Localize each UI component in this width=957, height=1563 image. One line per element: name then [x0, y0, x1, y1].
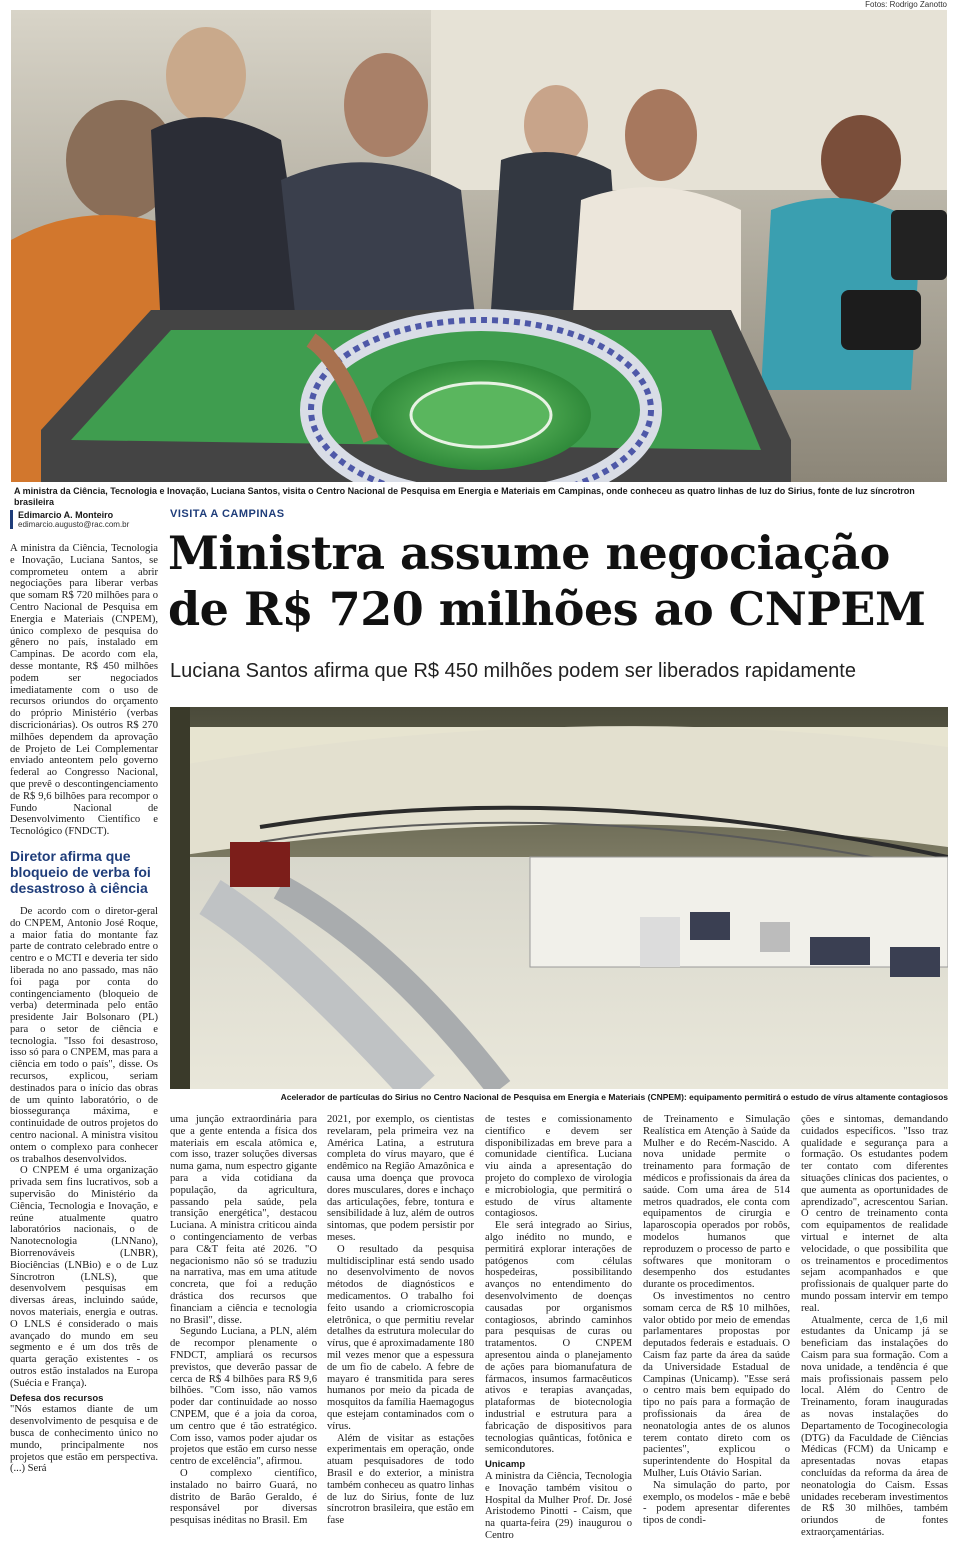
- section-subhead: Unicamp: [485, 1459, 526, 1471]
- author-name: Edimarcio A. Monteiro: [18, 510, 114, 520]
- subheadline: Luciana Santos afirma que R$ 450 milhões podem ser liberados rapidamente: [170, 660, 856, 682]
- paragraph: Os investimentos no centro somam cerca de R$ 10 milhões, valor obtido por meio de emendas parlamentares propostas por deputados federais e estaduais. O Caism faz parte da área da saúde da Universidade Estadual de Campinas (Unicamp). "Esse será o centro mais bem equipado do tipo no país para a formação de profissionais da área de neonatologia antes de os alunos terem contato direto com os pacientes", explicou o superintendente do Hospital da Mulher, Luís Otávio Sarian.: [643, 1290, 790, 1479]
- paragraph: Na simulação do parto, por exemplo, os modelos - mãe e bebê - podem apresentar diferentes tipos de condi-: [643, 1479, 790, 1527]
- middle-photo-caption: Acelerador de partículas do Sirius no Centro Nacional de Pesquisa em Energia e Materiais (CNPEM): equipamento permitirá o estudo de vírus altamente contagiosos: [280, 1092, 948, 1102]
- paragraph: "Nós estamos diante de um desenvolvimento de pesquisa e de busca de conhecimento único no mundo, principalmente nos projetos que estão em perspectiva. (...) Será: [10, 1404, 158, 1475]
- paragraph: Ele será integrado ao Sirius, algo inédito no mundo, e permitirá explorar interações de patógenos com células hospedeiras, possibilitando avanços no entendimento do desenvolvimento de doenças causadas por organismos contagiosos, abrindo caminhos para pesquisas de curas ou tratamentos. O CNPEM apresentou ainda o planejamento de ações para biomanufatura de fármacos, insumos farmacêuticos ativos e terapias avançadas, plataformas de biotecnologia industrial e estrutura para a fabricação de dispositivos para tecnologias quânticas, fotônica e semicondutores.: [485, 1220, 632, 1456]
- article-column-6: [801, 1114, 948, 1561]
- side-headline: Diretor afirma que bloqueio de verba foi desastroso à ciência: [10, 847, 151, 896]
- paragraph: Atualmente, cerca de 1,6 mil estudantes da Unicamp já se beneficiam das instalações do Caism para sua formação. Com a nova unidade, a tendência é que mais profissionais passem pelo local. Além do Centro de Treinamento, foram inauguradas as novas instalações do Departamento de Tocoginecologia (DTG) da Faculdade de Ciências Médicas (FCM) da Unicamp e apresentadas novas etapas concluídas da reforma da área de neonatologia do Caism. Essas unidades receberam investimentos de R$ 30 milhões, também oriundos de fontes extraorçamentárias.: [801, 1314, 948, 1538]
- paragraph: de testes e comissionamento científico e devem ser disponibilizadas em breve para a comunidade científica. Luciana viu ainda a apresentação do projeto do complexo de virologia e microbiologia, que permitirá o estudo de vírus altamente contagiosos.: [485, 1114, 632, 1220]
- paragraph: De acordo com o diretor-geral do CNPEM, Antonio José Roque, a maior fatia do montante faz parte de contrato celebrado entre o centro e o MCTI e deveria ter sido liberada no ano passado, mas não foi paga por conta do contingenciamento (bloqueio de verba) determinada pelo então presidente Jair Bolsonaro (PL) para o setor de ciência e tecnologia. "Isso foi desastroso, isso só para o CNPEM, mas para a ciência em todo o país", disse. Os recursos, explicou, seriam destinados para o início das obras de um quinto laboratório, o de biossegurança máxima, e continuidade de outros projetos do centro nacional. A ministra visitou ontem o complexo para conhecer os trabalhos desenvolvidos.: [10, 905, 158, 1165]
- section-kicker: VISITA A CAMPINAS: [170, 508, 285, 520]
- paragraph: ções e sintomas, demandando cuidados específicos. "Isso traz qualidade e segurança para a formação. Os estudantes podem ter contato com diferentes situações clínicas dos pacientes, o que aumenta as oportunidades de aprendizado", acrescentou Sarian. O centro de treinamento conta com equipamentos de realidade virtual e internet de alta velocidade, o que possibilita que os treinamentos e procedimentos sejam acompanhados e que profissionais de qualquer parte do mundo possam intervir em tempo real.: [801, 1114, 948, 1314]
- byline: [10, 510, 160, 529]
- top-photo-caption: A ministra da Ciência, Tecnologia e Inovação, Luciana Santos, visita o Centro Nacional de Pesquisa em Energia e Materiais em Campinas, onde conheceu as quatro linhas de luz do Sirius, fonte de luz síncrotron brasileira: [14, 486, 915, 507]
- article-column-4: [485, 1114, 632, 1561]
- paragraph: O resultado da pesquisa multidisciplinar está sendo usado no desenvolvimento de novos métodos de diagnósticos e medicamentos. O trabalho foi feito usando a criomicroscopia eletrônica, o que permitiu revelar detalhes da estrutura molecular do vírus, que é aproximadamente 180 mil vezes menor que a espessura de um fio de cabelo. A febre de mayaro é transmitida para seres humanos por meio da picada de mosquitos da família Haemagogus que estejam contaminados com o vírus.: [327, 1243, 474, 1432]
- article-column-5: [643, 1114, 790, 1561]
- top-photo: [11, 10, 947, 482]
- section-subhead: Defesa dos recursos: [10, 1392, 104, 1404]
- article-column-3: [327, 1114, 474, 1561]
- top-photo-illustration: [11, 10, 947, 482]
- paragraph: O CNPEM é uma organização privada sem fins lucrativos, sob a supervisão do Ministério da Ciência, Tecnologia e Inovação, e reúne atualmente quatro laboratórios nacionais, o de Nanotecnologia (LNNano), Biorrenováveis (LNBR), Biociências (LNBio) e o de Luz Síncrotron (LNLS), que desenvolvem pesquisas em diversas áreas, incluindo saúde, novos materiais, energia e outras. O LNLS é considerado o mais avançado do mundo em seu segmento e é um dos três de quarta geração existentes - os outros estão instalados na Europa (Suécia e França).: [10, 1165, 158, 1389]
- paragraph: O complexo científico, instalado no bairro Guará, no distrito de Barão Geraldo, é responsável por diversas pesquisas inéditas no Brasil. Em: [170, 1467, 317, 1527]
- middle-photo-illustration: [170, 707, 948, 1089]
- paragraph: Além de visitar as estações experimentais em operação, onde atuam pesquisadores de todo Brasil e do exterior, a ministra também conheceu as quatro linhas de luz do Sirius, fonte de luz síncrotron brasileira, que estão em fase: [327, 1432, 474, 1527]
- paragraph: A ministra da Ciência, Tecnologia e Inovação, Luciana Santos, se comprometeu ontem a abrir negociações para liberar verbas que somam R$ 720 milhões para o Centro Nacional de Pesquisa em Energia e Materiais (CNPEM), único complexo de pesquisa do gênero no país, instalado em Campinas. De acordo com ela, desse montante, R$ 450 milhões podem ser negociados imediatamente com o uso de recursos oriundos do orçamento do próprio Ministério (verbas discricionárias). Os outros R$ 270 milhões dependem da aprovação de Projeto de Lei Complementar enviado anteontem pelo governo federal ao Congresso Nacional, que prevê o descontingenciamento de R$ 9,6 bilhões para recompor o Fundo Nacional de Desenvolvimento Científico e Tecnológico (FNDCT).: [10, 543, 158, 838]
- article-column-2: [170, 1114, 317, 1561]
- author-email: edimarcio.augusto@rac.com.br: [18, 520, 130, 529]
- paragraph: de Treinamento e Simulação Realística em Atenção à Saúde da Mulher e do Recém-Nascido. A nova unidade permite o treinamento para formação de médicos e profissionais da área da saúde. Com uma área de 514 metros quadrados, ele conta com equipamentos de cirurgia e laparoscopia operados por robôs, modelos humanos que reproduzem o processo de parto e softwares que monitoram o desempenho dos estudantes durante os procedimentos.: [643, 1114, 790, 1291]
- headline: Ministra assume negociação de R$ 720 milhões ao CNPEM: [168, 526, 926, 636]
- paragraph: uma junção extraordinária para que a gente entenda a física dos materiais em escala atômica e, com isso, trazer soluções diversas numa gama, num espectro gigante para a vida cotidiana da população, da agricultura, passando pela saúde, pela transição energética", destacou Luciana. A ministra criticou ainda o contingenciamento de verbas para C&T feita até 2026. "O negacionismo não só se traduziu na narrativa, mas em uma atitude concreta, que foi a redução drástica dos recursos que financiam a ciência e tecnologia no Brasil", disse.: [170, 1114, 317, 1326]
- photo-credit: Fotos: Rodrigo Zanotto: [865, 0, 947, 9]
- middle-photo: [170, 707, 948, 1089]
- paragraph: Segundo Luciana, a PLN, além de recompor plenamente o FNDCT, ampliará os recursos previstos, que deverão passar de cerca de R$ 4 bilhões para R$ 9,6 bilhões. "Com isso, não vamos poder dar continuidade ao nosso CNPEM, que é a joia da coroa, um centro que é tão estratégico. Com isso, vamos poder ajudar os projetos que estão em curso nesse centro de excelência", afirmou.: [170, 1326, 317, 1468]
- paragraph: A ministra da Ciência, Tecnologia e Inovação também visitou o Hospital da Mulher Prof. Dr. José Aristodemo Pinotti - Caism, que na quarta-feira (29) inaugurou o Centro: [485, 1470, 632, 1541]
- article-column-1: [10, 543, 158, 1561]
- paragraph: 2021, por exemplo, os cientistas revelaram, pela primeira vez na América Latina, a estrutura completa do vírus mayaro, que é endêmico na Região Amazônica e causa uma doença que provoca dores musculares, dores e inchaço das articulações, febre, tontura e sensibilidade à luz, além de outros sintomas, que podem persistir por meses.: [327, 1114, 474, 1243]
